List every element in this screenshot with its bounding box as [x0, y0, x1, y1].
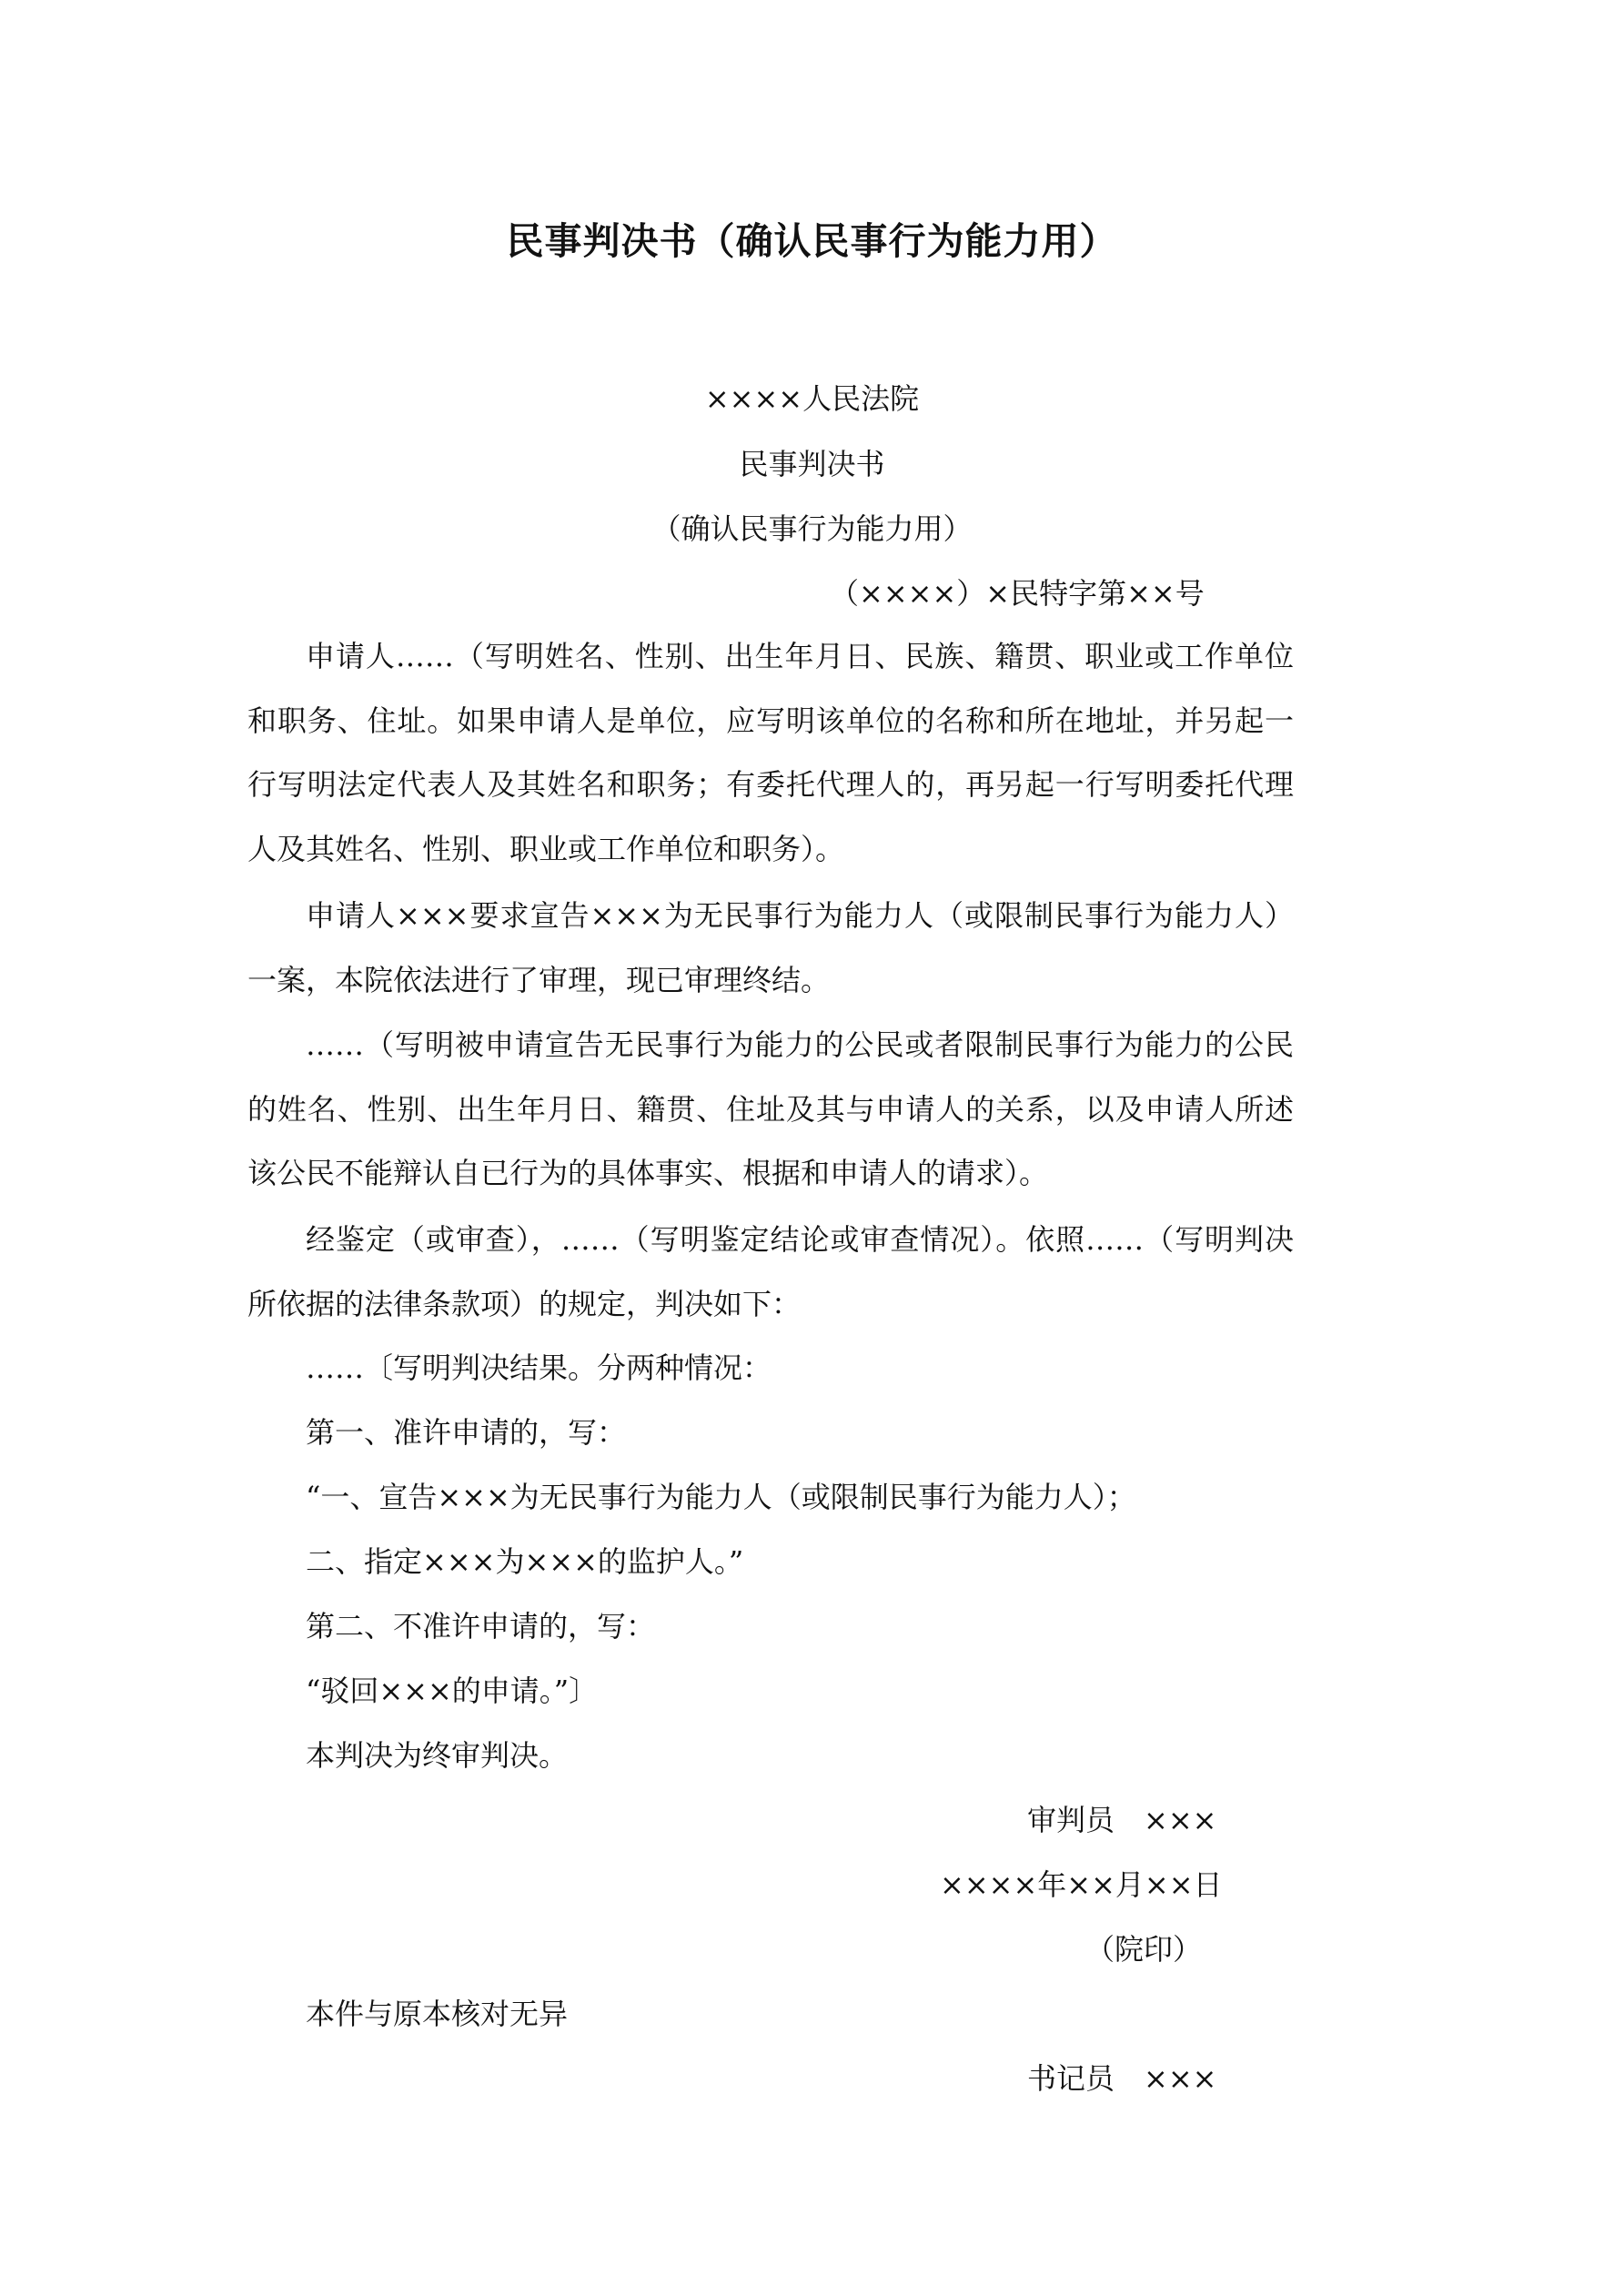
approve-item-one: “一、宣告×××为无民事行为能力人（或限制民事行为能力人）；: [306, 1480, 1136, 1514]
court-seal: （院印）: [1085, 1932, 1203, 1967]
paragraph-applicant: 申请人……（写明姓名、性别、出生年月日、民族、籍贯、职业或工作单位和职务、住址。如果申请人是单位，应写明该单位的名称和所在地址，并另起一行写明法定代表人及其姓名和职务；有委托代理人的，再另起一行写明委托代理人及其姓名、性别、职业或工作单位和职务）。: [247, 639, 1294, 866]
paragraph-judgment-basis: 经鉴定（或审查），……（写明鉴定结论或审查情况）。依照……（写明判决所依据的法律条款项）的规定，判决如下：: [247, 1222, 1294, 1321]
document-type: 民事判决书: [739, 447, 885, 481]
approve-item-two: 二、指定×××为×××的监护人。”: [306, 1544, 744, 1579]
court-name: ××××人民法院: [704, 381, 920, 416]
verification-note: 本件与原本核对无异: [306, 1997, 569, 2031]
case-number: （××××）×民特字第××号: [830, 576, 1205, 611]
document-subtype: （确认民事行为能力用）: [651, 511, 973, 546]
judge-signature: 审判员 ×××: [1027, 1803, 1217, 1837]
case-reject-label: 第二、不准许申请的，写：: [306, 1609, 656, 1644]
judgment-date: ××××年××月××日: [940, 1867, 1223, 1902]
judgment-result-intro: ……〔写明判决结果。分两种情况：: [306, 1350, 772, 1385]
final-judgment-note: 本判决为终审判决。: [306, 1738, 569, 1773]
case-approve-label: 第一、准许申请的，写：: [306, 1415, 627, 1450]
paragraph-case: 申请人×××要求宣告×××为无民事行为能力人（或限制民事行为能力人）一案，本院依法进行了审理，现已审理终结。: [247, 898, 1294, 997]
paragraph-facts: ……（写明被申请宣告无民事行为能力的公民或者限制民事行为能力的公民的姓名、性别、出生年月日、籍贯、住址及其与申请人的关系，以及申请人所述该公民不能辩认自已行为的具体事实、根据和申请人的请求）。: [247, 1027, 1294, 1190]
clerk-signature: 书记员 ×××: [1027, 2061, 1217, 2096]
document-title: 民事判决书（确认民事行为能力用）: [506, 219, 1118, 263]
reject-statement: “驳回×××的申请。”〕: [306, 1674, 599, 1708]
